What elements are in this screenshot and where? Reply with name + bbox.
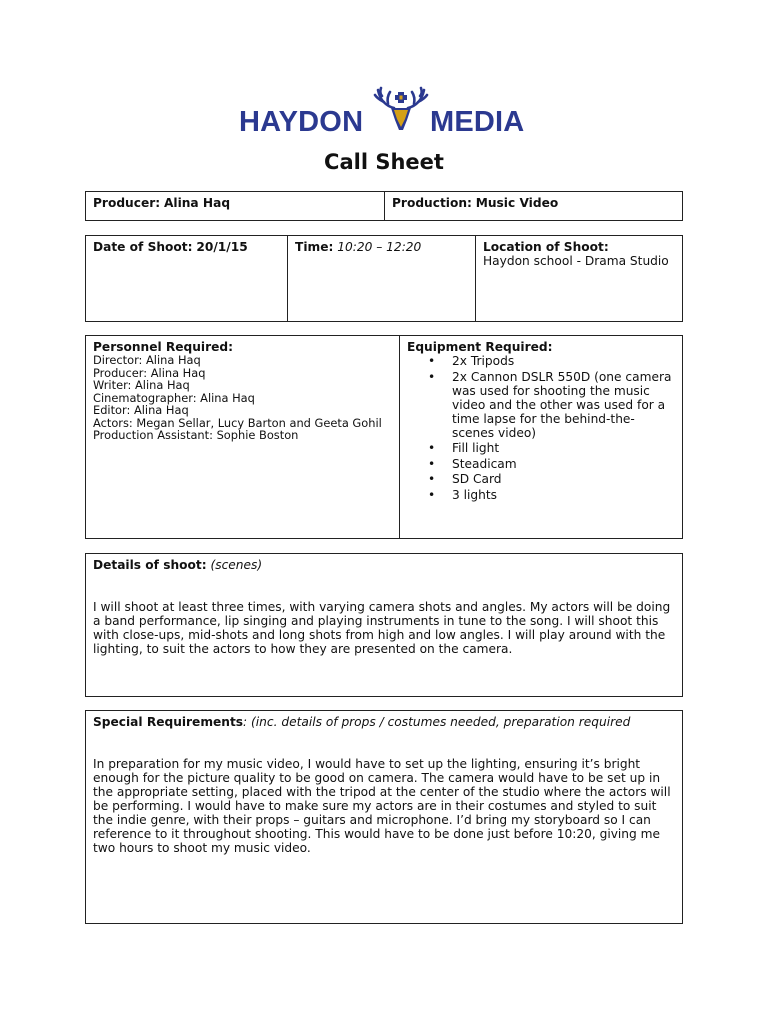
location-label: Location of Shoot: xyxy=(483,240,609,254)
location-cell xyxy=(476,236,683,322)
details-cell xyxy=(86,554,683,697)
equipment-list xyxy=(407,354,675,502)
personnel-line: Cinematographer: Alina Haq xyxy=(93,390,255,405)
date-value: 20/1/15 xyxy=(196,240,248,254)
details-heading: Details of shoot: xyxy=(93,558,207,572)
equipment-item: • 2x Cannon DSLR 550D (one camera was used for shooting the music video and the other was used for a time lapse for the behind-the-scenes video) xyxy=(452,370,675,440)
producer-cell xyxy=(86,192,385,221)
equipment-item: • 3 lights xyxy=(452,488,675,502)
special-heading: Special Requirements xyxy=(93,715,244,729)
equipment-heading: Equipment Required: xyxy=(407,340,553,354)
personnel-line: Actors: Megan Sellar, Lucy Barton and Geeta Gohil xyxy=(93,415,382,430)
special-body: In preparation for my music video, I would have to set up the lighting, ensuring it’s bright enough for the picture quality to be good on camera. The camera would have to be set up in the appropriate setting, placed with the tripod at the center of the studio where the actors will be performing. I would have to make sure my actors are in their costumes and styled to suit the indie genre, with their props – guitars and microphone. I’d bring my storyboard so I can reference to it throughout shooting. This would have to be done just before 10:20, giving me two hours to shoot my music video. xyxy=(93,757,671,855)
time-cell xyxy=(288,236,476,322)
brand-logo xyxy=(0,86,768,144)
page-title: Call Sheet xyxy=(324,150,444,174)
requirements-table xyxy=(85,335,683,539)
special-heading-note: : (inc. details of props / costumes needed, preparation required xyxy=(243,715,631,729)
personnel-heading: Personnel Required: xyxy=(93,340,233,354)
producer-label: Producer: xyxy=(93,196,161,210)
details-body: I will shoot at least three times, with varying camera shots and angles. My actors will be doing a band performance, lip singing and playing instruments in tune to the song. I will shoot this with close-ups, mid-shots and long shots from high and low angles. I will play around with the lighting, to suit the actors to how they are presented on the camera. xyxy=(93,600,671,656)
personnel-cell xyxy=(86,336,400,539)
equipment-item: • 2x Tripods xyxy=(452,354,675,368)
equipment-item: • SD Card xyxy=(452,472,675,486)
equipment-item: • Fill light xyxy=(452,441,675,455)
special-table xyxy=(85,710,683,924)
special-cell xyxy=(86,711,683,924)
production-cell xyxy=(385,192,683,221)
shoot-info-table xyxy=(85,235,683,322)
details-table xyxy=(85,553,683,697)
producer-table xyxy=(85,191,683,221)
personnel-line: Editor: Alina Haq xyxy=(93,403,189,417)
personnel-line: Director: Alina Haq xyxy=(93,353,201,367)
production-value: Music Video xyxy=(475,196,559,210)
time-value: 10:20 – 12:20 xyxy=(337,240,422,254)
stag-head-icon xyxy=(372,86,430,134)
date-label: Date of Shoot: xyxy=(93,240,193,254)
equipment-cell xyxy=(400,336,683,539)
location-value: Haydon school - Drama Studio xyxy=(483,254,669,268)
personnel-line: Writer: Alina Haq xyxy=(93,378,190,392)
equipment-item: • Steadicam xyxy=(452,457,675,471)
producer-value: Alina Haq xyxy=(163,196,231,210)
production-label: Production: xyxy=(392,196,472,210)
brand-name-right: MEDIA xyxy=(430,106,525,138)
personnel-line: Production Assistant: Sophie Boston xyxy=(93,428,299,442)
personnel-line: Producer: Alina Haq xyxy=(93,365,206,380)
time-label: Time: xyxy=(295,240,334,254)
details-heading-note: (scenes) xyxy=(210,558,263,572)
date-cell xyxy=(86,236,288,322)
brand-name-left: HAYDON xyxy=(239,106,364,138)
